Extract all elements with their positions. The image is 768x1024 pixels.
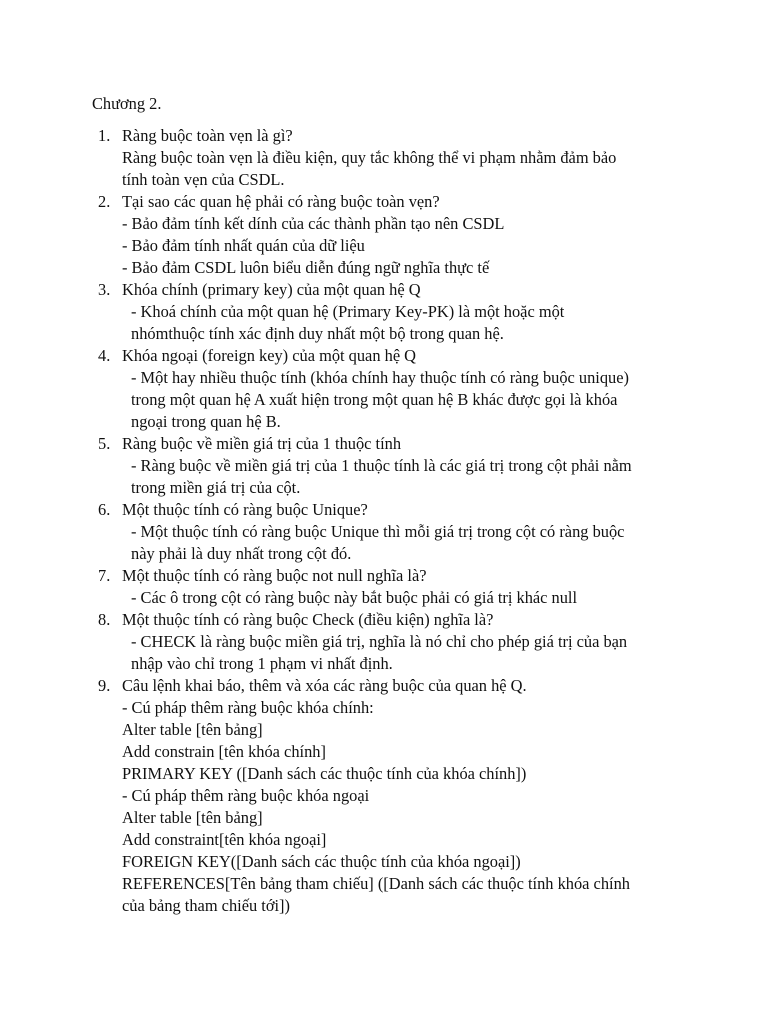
list-item (0, 499, 768, 565)
item-number: 4. (98, 346, 111, 365)
item-text-line: Alter table [tên bảng] (122, 720, 263, 739)
item-question: Tại sao các quan hệ phải có ràng buộc toàn vẹn? (122, 192, 440, 211)
item-text-line: - Khoá chính của một quan hệ (Primary Key-PK) là một hoặc một (131, 302, 565, 321)
item-text-line: PRIMARY KEY ([Danh sách các thuộc tính của khóa chính]) (122, 764, 527, 783)
item-number: 7. (98, 566, 111, 585)
item-text-line: - CHECK là ràng buộc miền giá trị, nghĩa là nó chỉ cho phép giá trị của bạn (131, 632, 628, 651)
item-text-line: Alter table [tên bảng] (122, 808, 263, 827)
item-number: 9. (98, 676, 111, 695)
item-text-line: Ràng buộc toàn vẹn là điều kiện, quy tắc không thể vi phạm nhằm đảm bảo (122, 148, 617, 167)
item-text-line: tính toàn vẹn của CSDL. (122, 170, 285, 189)
chapter-title: Chương 2. (92, 94, 162, 113)
item-number: 3. (98, 280, 111, 299)
item-question: Khóa chính (primary key) của một quan hệ Q (122, 280, 421, 299)
item-number: 5. (98, 434, 111, 453)
list-item (0, 279, 768, 345)
item-text-line: của bảng tham chiếu tới]) (122, 896, 290, 915)
item-question: Một thuộc tính có ràng buộc Unique? (122, 500, 368, 519)
item-text-line: - Bảo đảm CSDL luôn biểu diễn đúng ngữ nghĩa thực tế (122, 258, 490, 277)
item-text-line: ngoại trong quan hệ B. (131, 412, 281, 431)
item-number: 1. (98, 126, 111, 145)
list-item (0, 433, 768, 499)
item-text-line: trong một quan hệ A xuất hiện trong một quan hệ B khác được gọi là khóa (131, 390, 618, 409)
item-text-line: - Cú pháp thêm ràng buộc khóa ngoại (122, 786, 370, 805)
item-number: 2. (98, 192, 111, 211)
item-question: Câu lệnh khai báo, thêm và xóa các ràng buộc của quan hệ Q. (122, 676, 527, 695)
item-question: Một thuộc tính có ràng buộc Check (điều kiện) nghĩa là? (122, 610, 494, 629)
item-number: 6. (98, 500, 111, 519)
item-text-line: - Một thuộc tính có ràng buộc Unique thì mỗi giá trị trong cột có ràng buộc (131, 522, 625, 541)
item-text-line: - Ràng buộc về miền giá trị của 1 thuộc tính là các giá trị trong cột phải nằm (131, 456, 632, 475)
item-text-line: REFERENCES[Tên bảng tham chiếu] ([Danh sách các thuộc tính khóa chính (122, 874, 630, 893)
list-item (0, 125, 768, 191)
item-question: Một thuộc tính có ràng buộc not null nghĩa là? (122, 566, 427, 585)
list-item (0, 675, 768, 917)
list-item (0, 191, 768, 279)
item-text-line: - Một hay nhiều thuộc tính (khóa chính hay thuộc tính có ràng buộc unique) (131, 368, 629, 387)
item-text-line: FOREIGN KEY([Danh sách các thuộc tính của khóa ngoại]) (122, 852, 521, 871)
item-text-line: - Bảo đảm tính kết dính của các thành phần tạo nên CSDL (122, 214, 505, 233)
list-item (0, 609, 768, 675)
item-question: Ràng buộc toàn vẹn là gì? (122, 126, 293, 145)
item-text-line: - Các ô trong cột có ràng buộc này bắt buộc phải có giá trị khác null (131, 588, 578, 607)
item-text-line: nhập vào chỉ trong 1 phạm vi nhất định. (131, 654, 393, 673)
item-question: Ràng buộc về miền giá trị của 1 thuộc tính (122, 434, 402, 453)
list-item (0, 345, 768, 433)
question-list (0, 125, 768, 917)
item-text-line: - Cú pháp thêm ràng buộc khóa chính: (122, 698, 374, 717)
item-text-line: trong miền giá trị của cột. (131, 478, 301, 497)
item-text-line: Add constrain [tên khóa chính] (122, 742, 326, 761)
item-text-line: nhómthuộc tính xác định duy nhất một bộ trong quan hệ. (131, 324, 504, 343)
item-question: Khóa ngoại (foreign key) của một quan hệ Q (122, 346, 417, 365)
item-number: 8. (98, 610, 111, 629)
item-text-line: - Bảo đảm tính nhất quán của dữ liệu (122, 236, 365, 255)
list-item (0, 565, 768, 609)
item-text-line: Add constraint[tên khóa ngoại] (122, 830, 327, 849)
item-text-line: này phải là duy nhất trong cột đó. (131, 544, 352, 563)
